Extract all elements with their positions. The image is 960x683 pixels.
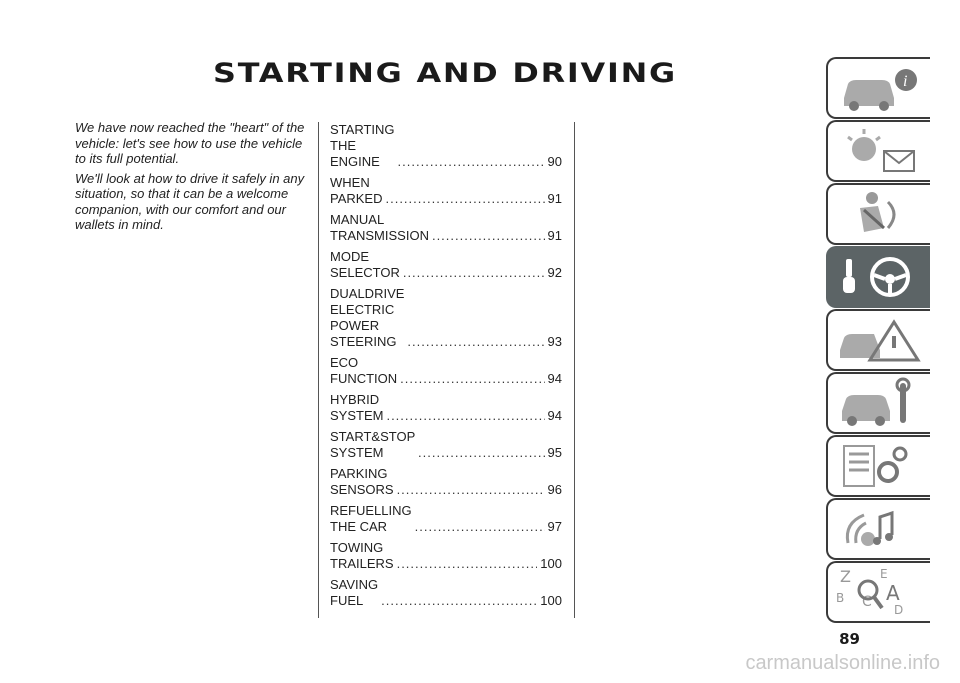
toc-page: 90 (547, 154, 562, 169)
toc-leader (403, 265, 545, 281)
emergency-icon (834, 314, 924, 366)
toc-label: DUALDRIVE ELECTRIC POWER STEERING (330, 286, 405, 349)
toc-label: STARTING THE ENGINE (330, 122, 395, 169)
svg-text:E: E (880, 567, 888, 581)
tab-warning-lights[interactable] (826, 120, 930, 182)
svg-text:B: B (836, 591, 845, 605)
toc-label: ECO FUNCTION (330, 355, 398, 386)
tab-starting-driving[interactable] (826, 246, 930, 308)
toc-label: REFUELLING THE CAR (330, 503, 412, 534)
toc-leader (415, 519, 545, 535)
toc-item-towing-trailers[interactable] (330, 540, 562, 572)
technical-data-icon (834, 440, 924, 492)
toc-leader (432, 228, 545, 244)
toc-item-when-parked[interactable] (330, 175, 562, 207)
toc-page: 95 (547, 445, 562, 460)
toc-page: 94 (547, 371, 562, 386)
toc-label: WHEN PARKED (330, 175, 383, 206)
page-number: 89 (839, 630, 860, 648)
toc-item-parking-sensors[interactable] (330, 466, 562, 498)
svg-text:i: i (903, 73, 908, 90)
toc-leader (381, 593, 537, 609)
tab-emergency[interactable] (826, 309, 930, 371)
toc-leader (385, 191, 544, 207)
car-info-icon (834, 62, 924, 114)
key-steering-wheel-icon (834, 251, 924, 303)
index-icon (834, 566, 924, 618)
watermark: carmanualsonline.info (745, 652, 940, 674)
toc-leader (398, 154, 545, 170)
toc-leader (400, 371, 544, 387)
toc-label: MODE SELECTOR (330, 249, 400, 280)
svg-text:D: D (894, 603, 904, 617)
toc-page: 91 (547, 191, 562, 206)
toc-item-saving-fuel[interactable] (330, 577, 562, 609)
toc-label: START&STOP SYSTEM (330, 429, 416, 460)
seat-safety-icon (834, 188, 924, 240)
toc-item-starting-engine[interactable] (330, 122, 562, 170)
tab-technical-data[interactable] (826, 435, 930, 497)
toc-item-hybrid-system[interactable] (330, 392, 562, 424)
toc-page: 96 (547, 482, 562, 497)
tab-index[interactable] (826, 561, 930, 623)
toc-page: 97 (547, 519, 562, 534)
svg-text:C: C (862, 594, 872, 610)
warning-lights-icon (834, 125, 924, 177)
toc-label: HYBRID SYSTEM (330, 392, 384, 423)
toc-item-start-stop[interactable] (330, 429, 562, 461)
toc-leader (386, 408, 544, 424)
page-title: STARTING AND DRIVING (213, 58, 677, 89)
toc-page: 94 (547, 408, 562, 423)
toc-label: SAVING FUEL (330, 577, 379, 608)
toc-item-eco-function[interactable] (330, 355, 562, 387)
toc-label: MANUAL TRANSMISSION (330, 212, 429, 243)
tab-car-info[interactable] (826, 57, 930, 119)
intro-paragraph: We'll look at how to drive it safely in any situation, so that it can be a welcome companion, with our comfort and our wallets in mind. (75, 170, 305, 232)
tab-multimedia[interactable] (826, 498, 930, 560)
table-of-contents (330, 122, 562, 614)
toc-page: 93 (547, 334, 562, 349)
toc-label: TOWING TRAILERS (330, 540, 394, 571)
toc-leader (397, 482, 545, 498)
toc-item-dualdrive-steering[interactable] (330, 286, 562, 350)
toc-leader (418, 445, 545, 461)
tab-car-maintenance[interactable] (826, 372, 930, 434)
toc-leader (397, 556, 538, 572)
intro-text (75, 120, 315, 237)
toc-item-refuelling[interactable] (330, 503, 562, 535)
toc-item-manual-transmission[interactable] (330, 212, 562, 244)
svg-text:Z: Z (840, 567, 851, 586)
svg-text:A: A (886, 581, 900, 605)
toc-leader (407, 334, 544, 350)
toc-label: PARKING SENSORS (330, 466, 394, 497)
toc-page: 92 (547, 265, 562, 280)
toc-page: 100 (540, 556, 562, 571)
car-maintenance-icon (834, 377, 924, 429)
multimedia-icon (834, 503, 924, 555)
toc-page: 100 (540, 593, 562, 608)
column-divider (574, 122, 575, 618)
toc-item-mode-selector[interactable] (330, 249, 562, 281)
intro-paragraph: We have now reached the "heart" of the vehicle: let's see how to use the vehicle to its full potential. (75, 120, 305, 166)
toc-page: 91 (547, 228, 562, 243)
tab-seat-safety[interactable] (826, 183, 930, 245)
column-divider (318, 122, 319, 618)
